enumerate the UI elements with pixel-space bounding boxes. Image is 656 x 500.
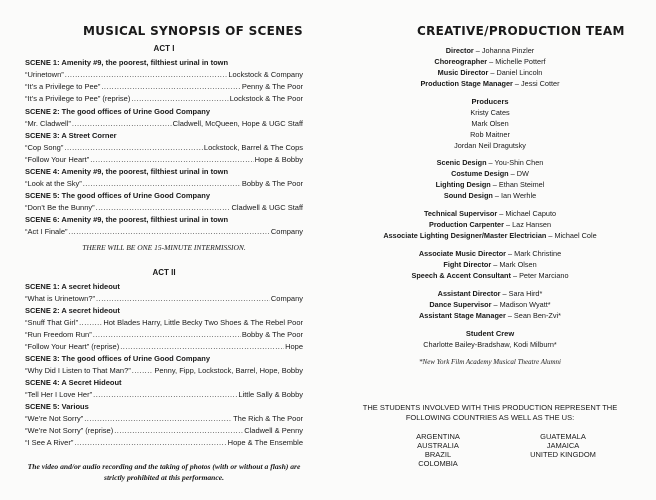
song-performers: Hot Blades Harry, Little Becky Two Shoes & The Rebel Poor [103, 318, 303, 327]
song-row [25, 143, 303, 152]
country: COLOMBIA [418, 459, 458, 468]
song-row [25, 318, 303, 327]
song-performers: The Rich & The Poor [233, 414, 303, 423]
song-row [25, 414, 303, 423]
leader-dots [96, 203, 231, 212]
credit-dance-supervisor: Dance Supervisor – Madison Wyatt* [429, 300, 551, 309]
crew-label: Student Crew [465, 329, 515, 338]
producer-name: Rob Maitner [470, 130, 510, 139]
country: BRAZIL [424, 450, 452, 459]
synopsis-heading: MUSICAL SYNOPSIS OF SCENES [83, 24, 303, 38]
song-title: “It’s a Privilege to Pee” [25, 82, 101, 91]
act1-scene3: SCENE 3: A Street Corner [25, 131, 117, 140]
country: JAMAICA [546, 441, 580, 450]
song-performers: Lockstock, Barrel & The Cops [203, 143, 303, 152]
song-row [25, 342, 303, 351]
song-title: “We’re Not Sorry” (reprise) [25, 426, 114, 435]
leader-dots [69, 227, 270, 236]
song-row [25, 94, 303, 103]
leader-dots [65, 70, 228, 79]
song-performers: Company [270, 227, 303, 236]
leader-dots [96, 294, 270, 303]
credit-assoc-lighting: Associate Lighting Designer/Master Electrician – Michael Cole [383, 231, 597, 240]
credit-production-carpenter: Production Carpenter – Laz Hansen [428, 220, 552, 229]
song-row [25, 330, 303, 339]
credit-asm: Assistant Stage Manager – Sean Ben-Zvi* [419, 311, 561, 320]
country: UNITED KINGDOM [530, 450, 596, 459]
song-row [25, 438, 303, 447]
leader-dots [84, 414, 232, 423]
credit-lighting: Lighting Design – Ethan Steimel [435, 180, 545, 189]
song-row [25, 119, 303, 128]
leader-dots [131, 94, 228, 103]
leader-dots [93, 390, 237, 399]
recording-notice: The video and/or audio recording and the taking of photos (with or without a flash) are strictly prohibited at this performance. [27, 462, 301, 482]
leader-dots [132, 366, 154, 375]
song-performers: Cladwell & Penny [244, 426, 303, 435]
act1-scene2: SCENE 2: The good offices of Urine Good Company [25, 107, 211, 116]
producer-name: Kristy Cates [470, 108, 510, 117]
song-title: “Mr. Cladwell” [25, 119, 71, 128]
credit-choreographer: Choreographer – Michelle Potterf [434, 57, 546, 66]
song-title: “Follow Your Heart” (reprise) [25, 342, 120, 351]
song-title: “Cop Song” [25, 143, 64, 152]
act2-scene3: SCENE 3: The good offices of Urine Good Company [25, 354, 211, 363]
song-title: “Snuff That Girl” [25, 318, 79, 327]
country: AUSTRALIA [417, 441, 459, 450]
intermission-note: THERE WILL BE ONE 15-MINUTE INTERMISSION. [82, 243, 246, 252]
song-title: “Run Freedom Run” [25, 330, 92, 339]
song-performers: Little Sally & Bobby [238, 390, 303, 399]
credit-speech: Speech & Accent Consultant – Peter Marciano [411, 271, 569, 280]
song-performers: Bobby & The Poor [241, 330, 303, 339]
leader-dots [72, 119, 172, 128]
song-title: “We’re Not Sorry” [25, 414, 84, 423]
act1-scene4: SCENE 4: Amenity #9, the poorest, filthiest urinal in town [25, 167, 229, 176]
countries-left [393, 432, 483, 468]
act2-title: ACT II [152, 268, 176, 277]
song-title: “Urinetown” [25, 70, 64, 79]
producers-label: Producers [471, 97, 509, 106]
act1-title: ACT I [153, 44, 175, 53]
song-title: “Tell Her I Love Her” [25, 390, 93, 399]
credit-fight: Fight Director – Mark Olsen [443, 260, 537, 269]
song-performers: Hope [285, 342, 303, 351]
song-row [25, 227, 303, 236]
song-row [25, 366, 303, 375]
song-performers: Lockstock & Company [228, 70, 303, 79]
credit-asst-director: Assistant Director – Sara Hird* [437, 289, 543, 298]
song-performers: Penny & The Poor [241, 82, 303, 91]
song-performers: Hope & The Ensemble [227, 438, 303, 447]
song-row [25, 70, 303, 79]
country: GUATEMALA [540, 432, 586, 441]
song-performers: Cladwell & UGC Staff [231, 203, 303, 212]
credit-costume: Costume Design – DW [451, 169, 529, 178]
song-title: “Look at the Sky” [25, 179, 82, 188]
song-title: “What is Urinetown?” [25, 294, 96, 303]
song-title: “Don’t Be the Bunny” [25, 203, 95, 212]
act1-scene5: SCENE 5: The good offices of Urine Good Company [25, 191, 211, 200]
song-row [25, 294, 303, 303]
leader-dots [114, 426, 243, 435]
song-title: “It’s a Privilege to Pee” (reprise) [25, 94, 131, 103]
song-title: “Follow Your Heart” [25, 155, 90, 164]
leader-dots [83, 179, 241, 188]
song-title: “I See A River” [25, 438, 74, 447]
song-performers: Company [270, 294, 303, 303]
crew-names: Charlotte Bailey-Bradshaw, Kodi Milburn* [423, 340, 557, 349]
song-row [25, 390, 303, 399]
team-heading: CREATIVE/PRODUCTION TEAM [417, 24, 625, 38]
leader-dots [120, 342, 284, 351]
credit-music-director: Music Director – Daniel Lincoln [437, 68, 543, 77]
song-performers: Lockstock & The Poor [229, 94, 303, 103]
song-row [25, 179, 303, 188]
credit-director: Director – Johanna Pinzler [445, 46, 535, 55]
countries-right [513, 432, 613, 459]
leader-dots [93, 330, 241, 339]
credit-scenic: Scenic Design – You-Shin Chen [436, 158, 544, 167]
credit-psm: Production Stage Manager – Jessi Cotter [420, 79, 560, 88]
song-row [25, 203, 303, 212]
leader-dots [64, 143, 203, 152]
credit-assoc-music: Associate Music Director – Mark Christine [418, 249, 562, 258]
act2-scene4: SCENE 4: A Secret Hideout [25, 378, 122, 387]
alumni-footnote: *New York Film Academy Musical Theatre Alumni [419, 358, 561, 366]
producer-name: Mark Olsen [471, 119, 509, 128]
song-performers: Hope & Bobby [254, 155, 303, 164]
act2-scene5: SCENE 5: Various [25, 402, 89, 411]
song-row [25, 426, 303, 435]
credit-sound: Sound Design – Ian Werhle [443, 191, 537, 200]
act2-scene1: SCENE 1: A secret hideout [25, 282, 120, 291]
leader-dots [101, 82, 241, 91]
leader-dots [79, 318, 102, 327]
song-performers: Cladwell, McQueen, Hope & UGC Staff [172, 119, 303, 128]
act1-scene1: SCENE 1: Amenity #9, the poorest, filthiest urinal in town [25, 58, 229, 67]
credit-tech-supervisor: Technical Supervisor – Michael Caputo [423, 209, 557, 218]
song-performers: Bobby & The Poor [241, 179, 303, 188]
song-title: “Why Did I Listen to That Man?” [25, 366, 131, 375]
song-row [25, 82, 303, 91]
leader-dots [74, 438, 226, 447]
song-title: “Act I Finale” [25, 227, 68, 236]
producer-name: Jordan Neil Dragutsky [454, 141, 526, 150]
song-performers: Penny, Fipp, Lockstock, Barrel, Hope, Bobby [154, 366, 303, 375]
students-statement: THE STUDENTS INVOLVED WITH THIS PRODUCTION REPRESENT THE FOLLOWING COUNTRIES AS WELL AS THE US: [362, 403, 618, 422]
song-row [25, 155, 303, 164]
act2-scene2: SCENE 2: A secret hideout [25, 306, 120, 315]
leader-dots [90, 155, 253, 164]
country: ARGENTINA [416, 432, 460, 441]
act1-scene6: SCENE 6: Amenity #9, the poorest, filthiest urinal in town [25, 215, 229, 224]
